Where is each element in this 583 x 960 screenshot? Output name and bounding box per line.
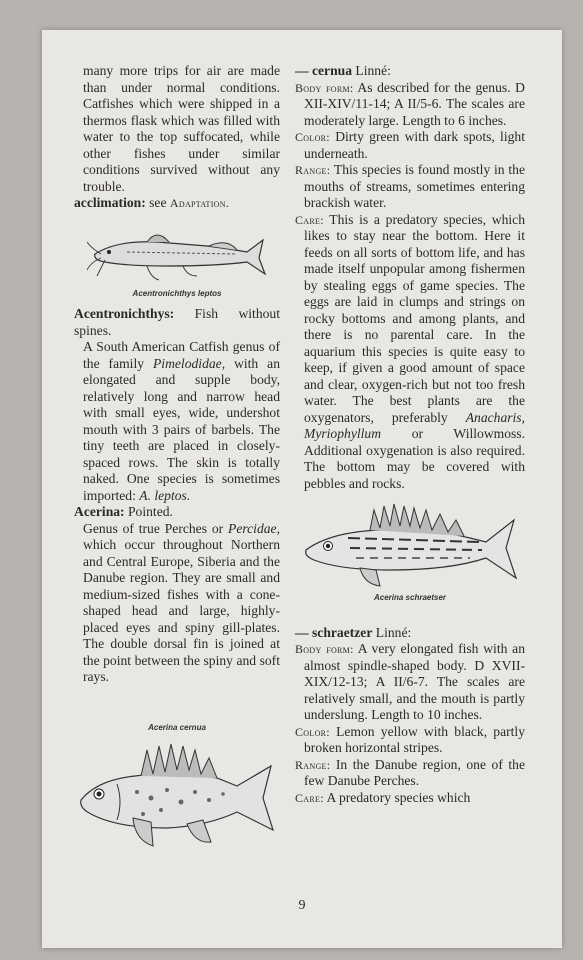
label-care: Care:: [295, 212, 324, 227]
plant-names: Anacharis, Myriophyllum: [304, 409, 525, 441]
page-number: 9: [298, 898, 306, 913]
label-range-2: Range:: [295, 757, 331, 772]
entry-acerina: [74, 504, 280, 521]
cernua-color: [295, 129, 525, 162]
schraetzer-range: [295, 757, 525, 790]
description-text: A South American Catfish genus of the family: [83, 339, 280, 371]
schraetzer-care: [295, 790, 525, 807]
label-color-2: Color:: [295, 724, 330, 739]
schraetzer-body-text: A very elongated fish with an almost spindle-shaped body. D XVII-XIX/12-13; A II/6-7. The scales are relatively small, and the mouth is partly underslung. Length to 10 inches.: [304, 641, 525, 722]
caption-acentronichthys: Acentronichthys leptos: [132, 288, 222, 298]
acerina-description: [74, 521, 280, 686]
ruffe-illustration: [77, 736, 277, 856]
description-text-2: with an elongated and supple body, relatively long and narrow head with small eyes, wide, undershot mouth with 3 pairs of barbels. The tiny teeth are placed in closely-spaced rows. The skin is totally naked. One species is sometimes imported:: [83, 355, 281, 503]
entry-schraetzer-heading: [295, 625, 525, 642]
entry-cernua-heading: [295, 63, 525, 80]
book-page: [42, 30, 562, 948]
see-text: see: [149, 195, 167, 210]
cross-reference: Adaptation.: [169, 196, 230, 210]
term-acerina: Acerina:: [74, 504, 125, 519]
acerina-text-2: which occur throughout Northern and Central Europe, Siberia and the Danube region. They are small and medium-sized fishes with a cone-shaped head and large, highly-placed eyes and spiny gill-plates. The double dorsal fin is joined at the point between the spiny and soft rays.: [83, 537, 280, 684]
label-range: Range:: [295, 163, 331, 177]
label-care-2: Care:: [295, 790, 324, 805]
acerina-family: Percidae,: [228, 520, 280, 536]
catfish-illustration: [87, 218, 267, 286]
label-color: Color:: [295, 130, 330, 144]
caption-acerina-schraetser: Acerina schraetser: [373, 593, 447, 602]
cernua-care-text-2: or Willowmoss. Additional oxygenation is also required. The bottom may be covered with pebbles and rocks.: [304, 426, 525, 491]
cernua-range: [295, 162, 525, 212]
family-name: Pimelodidae,: [153, 355, 226, 371]
right-column: [295, 63, 525, 806]
term-acclimation: acclimation:: [74, 195, 146, 210]
figure-catfish: [74, 218, 280, 303]
schraetzer-body-form: [295, 641, 525, 724]
caption-acerina-cernua: Acerina cernua: [148, 722, 206, 732]
cernua-color-text: Dirty green with dark spots, light underneath.: [304, 129, 525, 161]
cernua-body-text: As described for the genus. D XII-XIV/11-14; A II/5-6. The scales are moderately large. Length to 6 inches.: [304, 79, 525, 128]
heading-schraetzer: — schraetzer: [295, 624, 373, 640]
acentronichthys-description: [74, 339, 280, 504]
label-body-form: Body form:: [295, 80, 354, 95]
left-column: [74, 63, 280, 860]
definition-acentronichthys: Fish without spines.: [74, 306, 280, 338]
schraetzer-color: [295, 724, 525, 757]
schraetzer-range-text: In the Danube region, one of the few Danube Perches.: [304, 756, 526, 788]
intro-paragraph: many more trips for air are made than under normal conditions. Catfishes which were shipped in a thermos flask which was filled with water to the top suffocated, while other fishes under similar conditions survived without any trouble.: [83, 63, 280, 194]
cernua-body-form: [295, 80, 525, 130]
heading-cernua: — cernua: [295, 63, 353, 78]
entry-acentronichthys: [74, 306, 280, 339]
schraetzer-illustration: [300, 498, 520, 590]
cernua-range-text: This species is found mostly in the mouths of streams, sometimes entering brackish water.: [304, 162, 525, 210]
author-cernua: Linné:: [355, 63, 391, 78]
figure-acerina-cernua: [74, 720, 280, 857]
figure-acerina-schraetser: [295, 498, 525, 607]
entry-acclimation: [74, 195, 280, 212]
acerina-text: Genus of true Perches or: [83, 520, 224, 536]
cernua-care: [295, 212, 525, 493]
term-acentronichthys: Acentronichthys:: [74, 306, 175, 321]
cernua-care-text: This is a predatory species, which likes to stay near the bottom. Here it feeds on all sorts of bottom life, and has made itself unpopular among fishermen by stealing eggs of game species. The eggs are laid in clumps and strings on rocky bottoms and among plants, and there is no parental care. In the aquarium this species is quite easy to keep, if given a good amount of space and clear, oxygen-rich but not too fresh water. The best plants are the oxygenators, preferably: [304, 211, 525, 425]
schraetzer-care-text: A predatory species which: [326, 789, 471, 805]
author-schraetzer: Linné:: [375, 624, 412, 640]
label-body-form-2: Body form:: [295, 642, 354, 656]
species-name: A. leptos.: [139, 487, 191, 503]
definition-acerina: Pointed.: [128, 504, 173, 519]
schraetzer-color-text: Lemon yellow with black, partly broken horizontal stripes.: [304, 723, 525, 755]
